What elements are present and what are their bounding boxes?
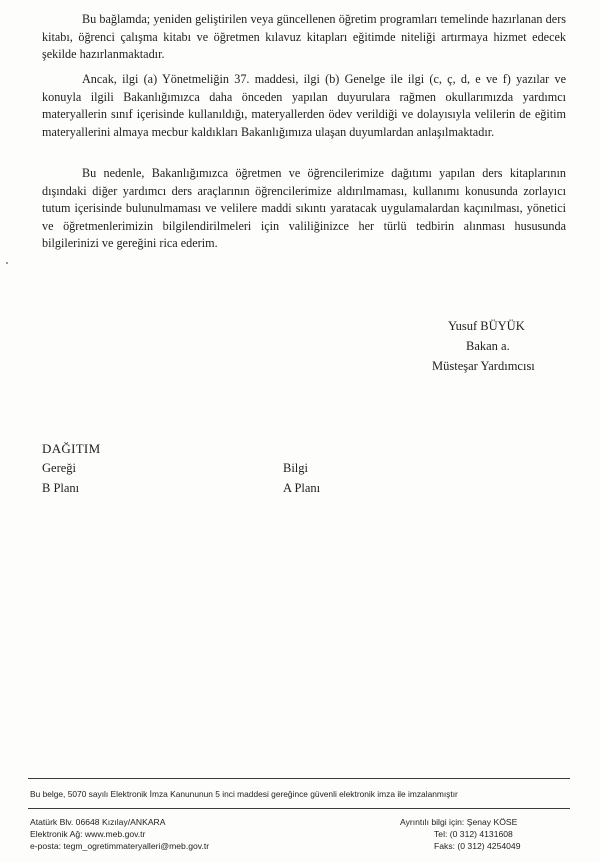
scan-speck (6, 262, 8, 264)
signatory-title-line-2: Müsteşar Yardımcısı (432, 359, 535, 373)
electronic-signature-note: Bu belge, 5070 sayılı Elektronik İmza Kanununun 5 inci maddesi gereğince güvenli elektronik imza ile imzalanmıştır (30, 789, 458, 799)
distribution-right-column (283, 458, 320, 498)
footer-contact-block (400, 816, 560, 853)
distribution-right-value: A Planı (283, 481, 321, 495)
footer-divider-bottom (28, 808, 570, 809)
body-paragraph-1: Bu bağlamda; yeniden geliştirilen veya güncellenen öğretim programları temelinde hazırlanan ders kitabı, öğrenci çalışma kitabı ve öğretmen kılavuz kitapları eğitimde niteliği artırmaya hizmet edecek şekilde hazırlanmaktadır. (42, 12, 566, 62)
footer-email: e-posta: tegm_ogretimmateryalleri@meb.gov.tr (30, 841, 210, 852)
distribution-left-value: B Planı (42, 481, 80, 495)
footer-address: Atatürk Blv. 06648 Kızılay/ANKARA (30, 817, 166, 827)
footer-contact-person: Ayrıntılı bilgi için: Şenay KÖSE (400, 817, 518, 827)
signatory-name: Yusuf BÜYÜK (448, 319, 525, 333)
distribution-left-column (42, 458, 79, 498)
footer-phone: Tel: (0 312) 4131608 (434, 829, 513, 840)
footer-website: Elektronik Ağ: www.meb.gov.tr (30, 829, 146, 840)
body-paragraph-2: Ancak, ilgi (a) Yönetmeliğin 37. maddesi, ilgi (b) Genelge ile ilgi (c, ç, d, e ve f) yazılar ve konuyla ilgili Bakanlığımızca daha önceden yapılan duyurulara rağmen okullarımızda yardımcı materyallerin sınıf içerisinde kullanıldığı, materyallerden ödev verildiği ve dolayısıyla velilerin de eğitim materyallerini almaya mecbur kaldıkları Bakanlığımıza ulaşan duyumlardan anlaşılmaktadır. (42, 72, 566, 139)
footer-address-block (30, 816, 209, 853)
distribution-left-label: Gereği (42, 461, 77, 475)
distribution-right-label: Bilgi (283, 461, 309, 475)
footer-divider-top (28, 778, 570, 779)
body-paragraph-3: Bu nedenle, Bakanlığımızca öğretmen ve öğrencilerimize dağıtımı yapılan ders kitaplarının dışındaki diğer yardımcı ders araçlarının öğrencilerimize aldırılmaması, kullanımı konusunda zorlayıcı tutum içerisinde bulunulmaması ve velilere maddi sıkıntı yaratacak uygulamalardan kaçınılması, yönetici ve öğretmenlerimizin bilgilendirilmeleri için valiliğinizce her türlü tedbirin alınması hususunda bilgilerinizi ve gereğini rica ederim. (42, 166, 566, 251)
footer-fax: Faks: (0 312) 4254049 (434, 841, 521, 852)
signatory-title-line-1: Bakan a. (466, 339, 510, 353)
distribution-title: DAĞITIM (42, 441, 101, 456)
signature-block (420, 316, 570, 376)
